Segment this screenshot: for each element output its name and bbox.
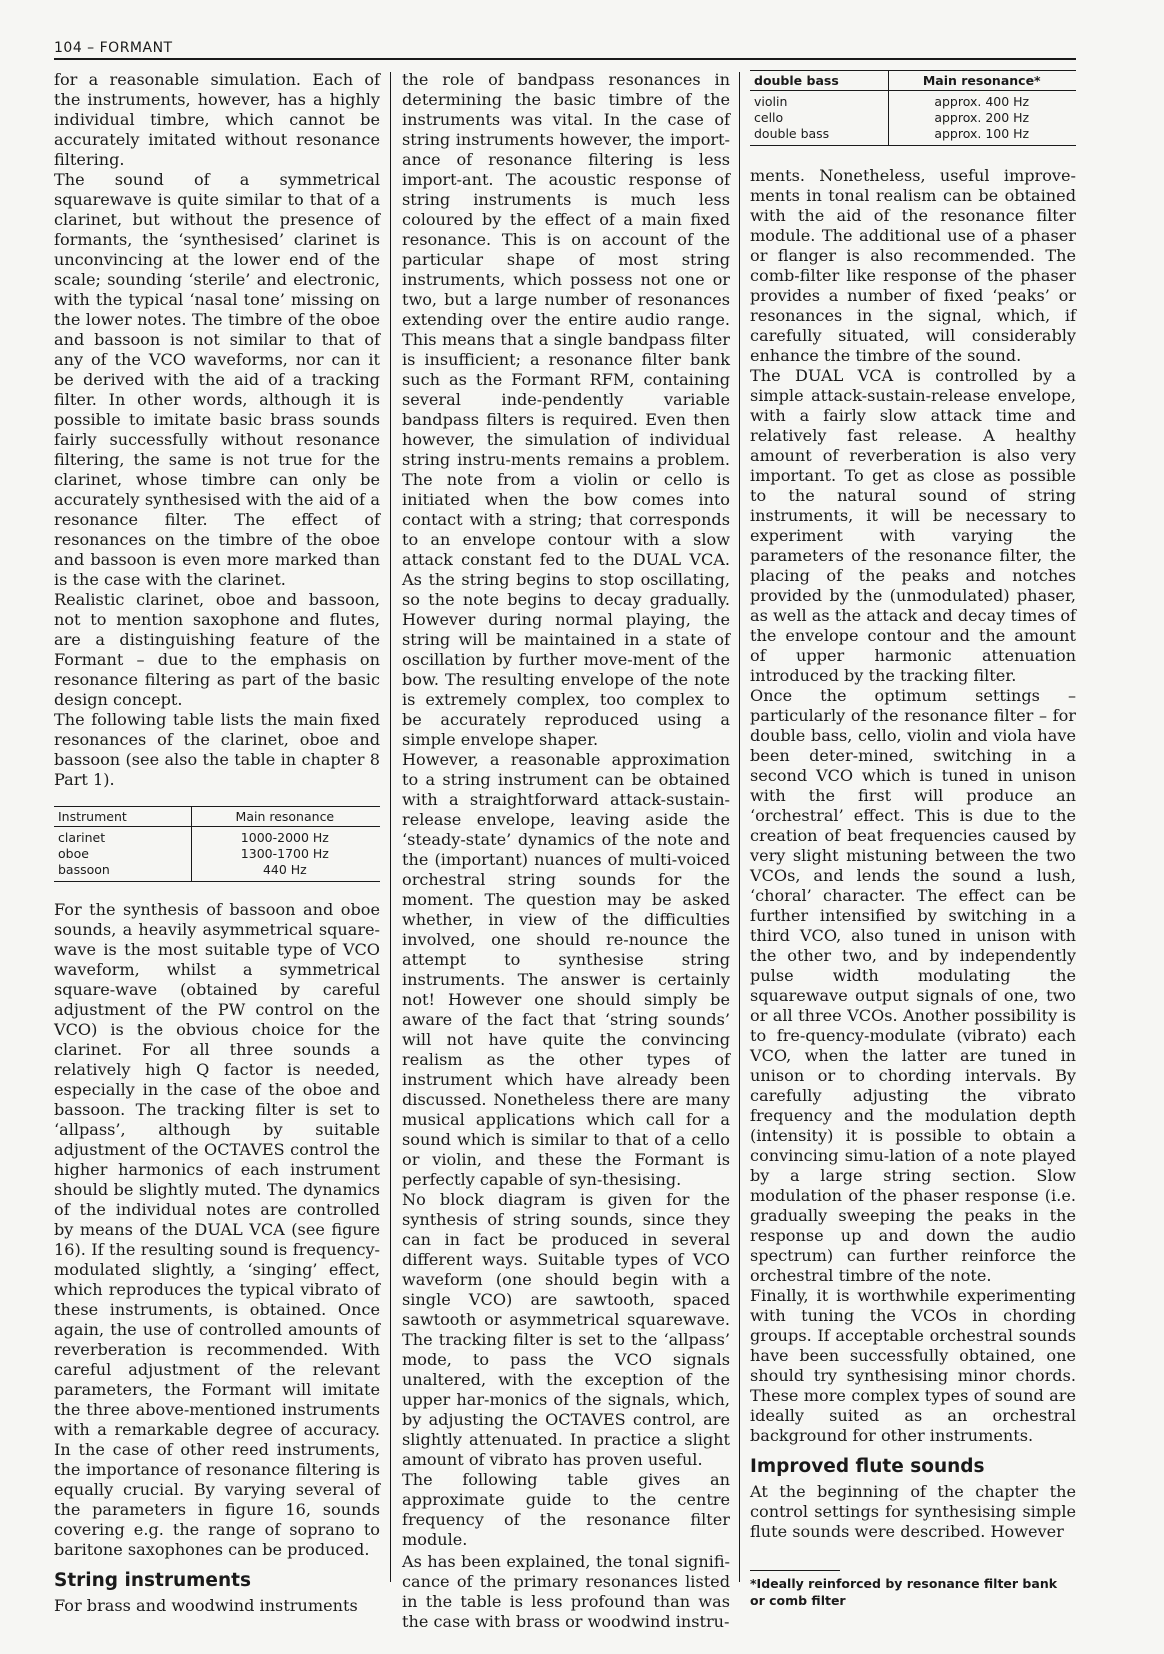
paragraph: The DUAL VCA is controlled by a simple attack-sustain-release envelope, with a fairly slow attack time and relatively fast release. A healthy amount of reverberation is also very important. To get as close as possible to the natural sound of string instruments, it will be necessary to experiment with varying the parameters of the resonance filter, the placing of the peaks and notches provided by the (unmodulated) phaser, as well as the attack and decay times of the envelope contour and the amount of upper harmonic attenuation introduced by the tracking filter. bbox=[750, 366, 1076, 685]
column-3 bbox=[750, 70, 1076, 1609]
table-cell: bassoon bbox=[58, 862, 110, 877]
table-header-instrument: Instrument bbox=[54, 807, 191, 827]
table-row bbox=[750, 91, 1076, 111]
table-header-resonance: Main resonance bbox=[191, 807, 380, 827]
table-cell: 1000-2000 Hz bbox=[191, 827, 380, 847]
paragraph: Once the optimum settings – particularly of the resonance filter – for double bass, cello, violin and viola have been deter-mined, switching in a second VCO which is tuned in unison with the first will produce an ‘orchestral’ effect. This is due to the creation of beat frequencies caused by very slight mistuning between the two VCOs, and lends the sound a lush, ‘choral’ character. The effect can be further intensified by switching in a third VCO, also tuned in unison with the other two, and by independently pulse width modulating the squarewave output signals of one, two or all three VCOs. Another possibility is to fre-quency-modulate (vibrato) each VCO, when the latter are tuned in unison or to chording intervals. By carefully adjusting the vibrato frequency and the modulation depth (intensity) it is possible to obtain a convincing simu-lation of a note played by a large string section. Slow modulation of the phaser response (i.e. gradually sweeping the peaks in the response up and down the audio spectrum) can further reinforce the orchestral timbre of the note. bbox=[750, 686, 1076, 1285]
table-row bbox=[750, 110, 1076, 126]
footnote: *Ideally reinforced by resonance filter bank or comb filter bbox=[750, 1576, 1058, 1608]
table-row bbox=[54, 862, 380, 881]
paragraph: For brass and woodwind instruments bbox=[54, 1596, 358, 1615]
table-row bbox=[750, 126, 1076, 145]
table-row bbox=[54, 846, 380, 862]
paragraph: Realistic clarinet, oboe and bassoon, not to mention saxophone and flutes, are a distinguishing feature of the Formant – due to the emphasis on resonance filtering as part of the basic design concept. bbox=[54, 590, 380, 709]
paragraph: However, a reasonable approximation to a string instrument can be obtained with a straightforward attack-sustain-release envelope, leaving aside the ‘steady-state’ dynamics of the note and the (important) nuances of multi-voiced orchestral string sounds for the moment. The question may be asked whether, in view of the difficulties involved, one should re-nounce the attempt to synthesise string instruments. The answer is certainly not! However one should simply be aware of the fact that ‘string sounds’ will not have quite the convincing realism as the other types of instrument which have already been discussed. Nonetheless there are many musical applications which call for a sound which is similar to that of a cello or violin, and these the Formant is perfectly capable of syn-thesising. bbox=[402, 750, 730, 1189]
table-row bbox=[54, 827, 380, 847]
table-cell: violin bbox=[754, 94, 788, 109]
column-divider-right bbox=[739, 72, 740, 1582]
table-cell: approx. 400 Hz bbox=[889, 91, 1076, 111]
paragraph: As has been explained, the tonal signifi-cance of the primary resonances listed in the table is less profound than was the case with brass or woodwind instru- bbox=[402, 1552, 730, 1631]
footnote-rule bbox=[750, 1570, 840, 1571]
paragraph: No block diagram is given for the synthesis of string sounds, since they can in fact be produced in several different ways. Suitable types of VCO waveform (one should begin with a single VCO) are sawtooth, spaced sawtooth or asymmetrical squarewave. The tracking filter is set to the ‘allpass’ mode, to pass the VCO signals unaltered, with the exception of the upper har-monics of the signals, which, by adjusting the OCTAVES control, are slightly attenuated. In practice a slight amount of vibrato has proven useful. bbox=[402, 1190, 730, 1469]
table-cell: approx. 200 Hz bbox=[889, 110, 1076, 126]
table-cell: 1300-1700 Hz bbox=[191, 846, 380, 862]
header-rule bbox=[54, 58, 1076, 60]
column-1 bbox=[54, 70, 380, 1616]
paragraph: the role of bandpass resonances in determining the basic timbre of the instruments was vital. In the case of string instruments however, the import-ance of resonance filtering is less import-ant. The acoustic response of string instruments is much less coloured by the effect of a main fixed resonance. This is on account of the particular shape of most string instruments, which possess not one or two, but a large number of resonances extending over the entire audio range. This means that a single bandpass filter is insufficient; a resonance filter bank such as the Formant RFM, containing several inde-pendently variable bandpass filters is required. Even then however, the simulation of individual string instru-ments remains a problem. The note from a violin or cello is initiated when the bow comes into contact with a string; that corresponds to an envelope contour with a slow attack constant fed to the DUAL VCA. As the string begins to stop oscillating, so the note begins to decay gradually. However during normal playing, the string will be maintained in a state of oscillation by further move-ment of the bow. The resulting envelope of the note is extremely complex, too complex to be accurately reproduced using a simple envelope shaper. bbox=[402, 70, 730, 749]
table-cell: oboe bbox=[58, 846, 89, 861]
paragraph: The sound of a symmetrical squarewave is quite similar to that of a clarinet, but without the presence of formants, the ‘synthesised’ clarinet is unconvincing at the lower end of the scale; sounding ‘sterile’ and electronic, with the typical ‘nasal tone’ missing on the lower notes. The timbre of the oboe and bassoon is not similar to that of any of the VCO waveforms, nor can it be derived with the aid of a tracking filter. In other words, although it is possible to imitate basic brass sounds fairly successfully without resonance filtering, the same is not true for the clarinet, whose timbre can only be accurately synthesised with the aid of a resonance filter. The effect of resonances on the timbre of the oboe and bassoon is even more marked than is the case with the clarinet. bbox=[54, 170, 380, 589]
paragraph: At the beginning of the chapter the control settings for synthesising simple flute sounds were described. However bbox=[750, 1482, 1076, 1541]
table-cell: 440 Hz bbox=[191, 862, 380, 881]
paragraph: The following table gives an approximate guide to the centre frequency of the resonance filter module. bbox=[402, 1470, 730, 1549]
table-cell: cello bbox=[754, 110, 784, 125]
table-cell: clarinet bbox=[58, 830, 106, 845]
paragraph: For the synthesis of bassoon and oboe sounds, a heavily asymmetrical square-wave is the most suitable type of VCO waveform, whilst a symmetrical square-wave (obtained by careful adjustment of the PW control on the VCO) is the obvious choice for the clarinet. For all three sounds a relatively high Q factor is needed, especially in the case of the oboe and bassoon. The tracking filter is set to ‘allpass’, although by suitable adjustment of the OCTAVES control the higher harmonics of each instrument should be slightly muted. The dynamics of the individual notes are controlled by means of the DUAL VCA (see figure 16). If the resulting sound is frequency-modulated slightly, a ‘singing’ effect, which reproduces the typical vibrato of these instruments, is obtained. Once again, the use of controlled amounts of reverberation is recommended. With careful adjustment of the relevant parameters, the Formant will imitate the three above-mentioned instruments with a remarkable degree of accuracy. In the case of other reed instruments, the importance of resonance filtering is equally crucial. By varying several of the parameters in figure 16, sounds covering e.g. the range of soprano to baritone saxophones can be produced. bbox=[54, 900, 380, 1559]
column-divider-left bbox=[390, 72, 391, 1582]
string-resonance-table bbox=[750, 70, 1076, 146]
woodwind-resonance-table bbox=[54, 806, 380, 882]
page-header bbox=[54, 38, 1076, 62]
column-2 bbox=[402, 70, 730, 1632]
paragraph: for a reasonable simulation. Each of the instruments, however, has a highly individual timbre, which cannot be accurately imitated without resonance filtering. bbox=[54, 70, 380, 169]
table-header-resonance: Main resonance* bbox=[889, 71, 1076, 91]
table-cell: approx. 100 Hz bbox=[889, 126, 1076, 145]
section-heading-string-instruments: String instruments bbox=[54, 1570, 251, 1591]
table-cell: double bass bbox=[754, 126, 830, 141]
paragraph: Finally, it is worthwhile experimenting with tuning the VCOs in chording groups. If acceptable orchestral sounds have been successfully obtained, one should try synthesising minor chords. These more complex types of sound are ideally suited as an orchestral background for other instruments. bbox=[750, 1286, 1076, 1445]
paragraph: ments. Nonetheless, useful improve-ments in tonal realism can be obtained with the aid of the resonance filter module. The additional use of a phaser or flanger is also recommended. The comb-filter like response of the phaser provides a number of fixed ‘peaks’ or resonances in the signal, which, if carefully situated, will considerably enhance the timbre of the sound. bbox=[750, 166, 1076, 365]
paragraph: The following table lists the main fixed resonances of the clarinet, oboe and bassoon (see also the table in chapter 8 Part 1). bbox=[54, 710, 380, 789]
table-header-instrument: double bass bbox=[750, 71, 889, 91]
page-number-label: 104 – FORMANT bbox=[54, 40, 173, 56]
section-heading-improved-flute-sounds: Improved flute sounds bbox=[750, 1456, 985, 1477]
